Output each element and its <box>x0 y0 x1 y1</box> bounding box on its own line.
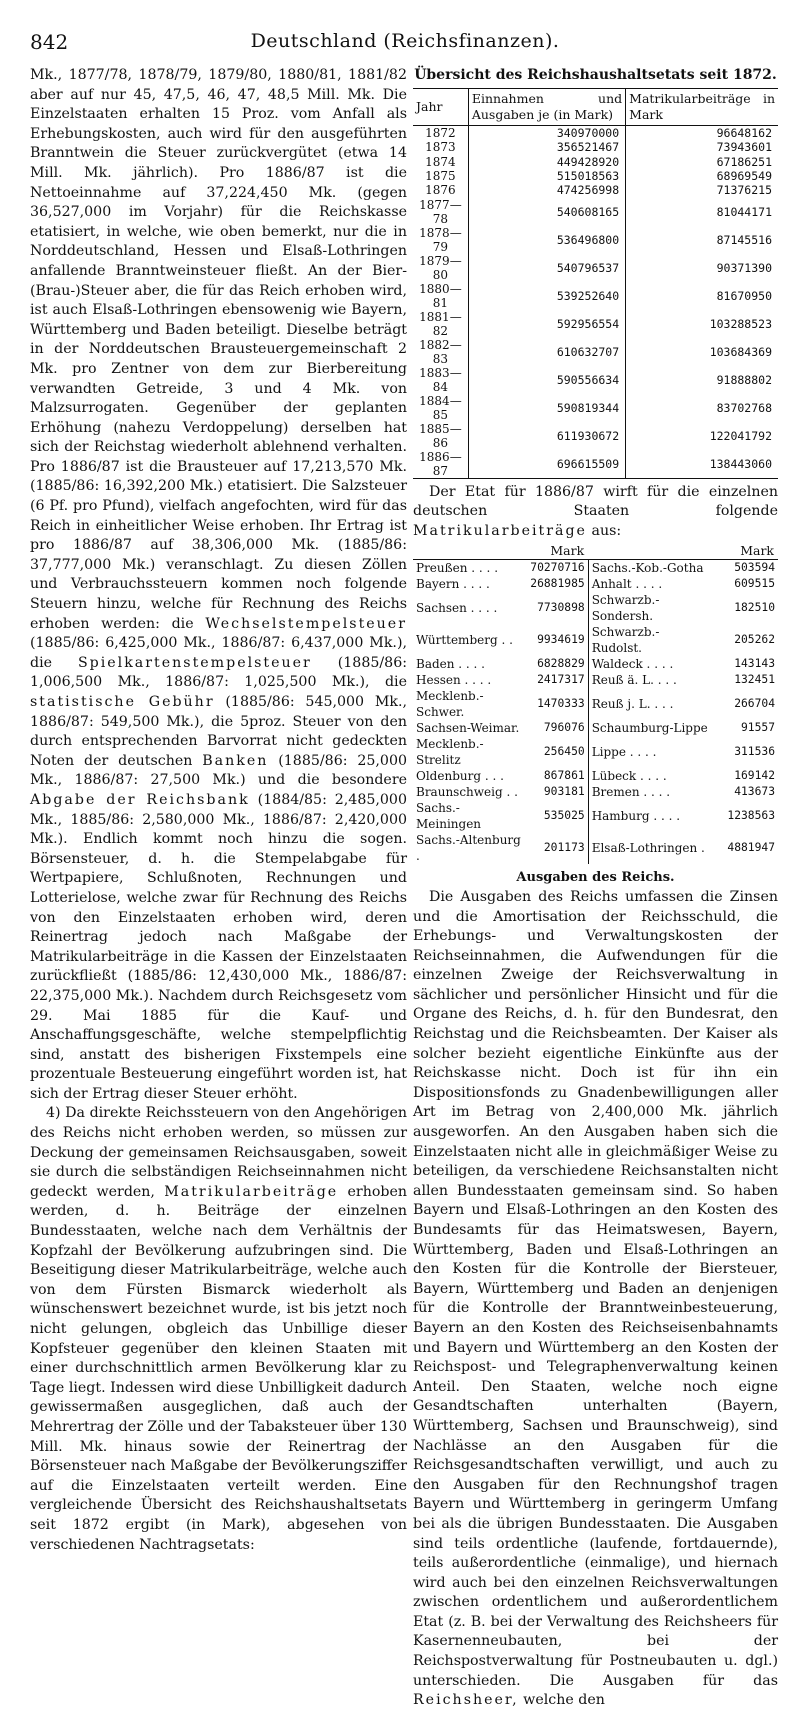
budget-table-body <box>413 125 778 478</box>
paragraph-ausgaben: Die Ausgaben des Reichs umfassen die Zinsen und die Amortisation der Reichsschuld, die Erhebungs- und Verwaltungskosten der Reichseinnahmen, die Aufwendungen für die einzelnen Zweige der Reichsverwaltung in sächlicher und persönlicher Hinsicht und für die Organe des Reichs, d. h. für den Bundesrat, den Reichstag und die Reichsbeamten. Der Kaiser als solcher bezieht eigentliche Einkünfte aus der Reichskasse nicht. Doch ist für ihn ein Dispositionsfonds zu Gnadenbewilligungen aller Art im Betrag von 2,400,000 Mk. jährlich ausgeworfen. An den Ausgaben haben sich die Einzelstaaten nicht alle in gleichmäßiger Weise zu beteiligen, da verschiedene Reichsanstalten nicht allen Bundesstaaten gemeinsam sind. So haben Bayern und Elsaß-Lothringen an den Kosten des Bundesamts für das Heimatswesen, Bayern, Württemberg, Baden und Elsaß-Lothringen an den Kosten für die Kontrolle der Biersteuer, Bayern, Württemberg und Baden an denjenigen für die Kontrolle der Branntweinbesteuerung, Bayern an den Kosten des Reichseisenbahnamts und Bayern und Württemberg an den Kosten der Reichspost- und Telegraphenverwaltung keinen Anteil. Den Staaten, welche noch eigne Gesandtschaften unterhalten (Bayern, Württemberg, Sachsen und Braunschweig), sind Nachlässe an den Ausgaben für die Reichsgesandtschaften verwilligt, und auch zu den Ausgaben für den Rechnungshof tragen Bayern und Württemberg in geringerm Umfang bei als die übrigen Bundesstaaten. Die Ausgaben sind teils ordentliche (laufende, fortdauernde), teils außerordentliche (einmalige), und hiernach wird auch bei den einzelnen Reichsverwaltungen zwischen ordentlichem und außerordentlichem Etat (z. B. bei der Verwaltung des Reichsheers für Kasernenneubauten, bei der Reichspostverwaltung für Postneubauten u. dgl.) unterschieden. Die Ausgaben für das Reichsheer, welche den <box>413 888 778 1709</box>
state-amount-cell: 169142 <box>734 769 775 783</box>
table-row <box>413 140 778 154</box>
state-name-cell: Bayern . . . . <box>416 577 490 592</box>
page-header <box>30 30 780 64</box>
matrikular-cell: 83702768 <box>626 394 778 422</box>
year-cell: 1873 <box>425 140 456 155</box>
year-cell: 1875 <box>425 168 456 183</box>
year-cell: 1881—82 <box>419 309 462 338</box>
state-amount-cell: 91557 <box>740 721 775 735</box>
state-name-cell: Lübeck . . . . <box>591 769 667 784</box>
state-amount-cell: 535025 <box>526 800 588 832</box>
state-amount-cell: 6828829 <box>526 656 588 672</box>
state-amount-cell: 143143 <box>734 657 775 671</box>
table-row <box>413 125 778 140</box>
col-header-year: Jahr <box>413 88 468 125</box>
paragraph-taxes: Mk., 1877/78, 1878/79, 1879/80, 1880/81, 1881/82 aber auf nur 45, 47,5, 46, 47, 48,5 Mill. Mk. Die Einzelstaaten erhalten 15 Proz. vom Anfall als Erhebungskosten, auch wird für den ausgeführten Branntwein die Steuer zurückvergütet (etwa 14 Mill. Mk. jährlich). Pro 1886/87 ist die Nettoeinnahme auf 37,224,450 Mk. (gegen 36,527,000 im Vorjahr) für die Reichskasse etatisiert, in welche, wie oben bemerkt, nur die in Norddeutschland, Hessen und Elsaß-Lothringen anfallende Branntweinsteuer fließt. An der Bier-(Brau-)Steuer aber, die für das Reich erhoben wird, ist auch Elsaß-Lothringen ebensowenig wie Bayern, Württemberg und Baden beteiligt. Dieselbe beträgt in der Norddeutschen Brausteuergemeinschaft 2 Mk. pro Zentner von dem zur Bierbereitung verwandten Getreide, 3 und 4 Mk. von Malzsurrogaten. Gegenüber der geplanten Erhöhung (nahezu Verdoppelung) derselben hat sich der Reichstag wiederholt ablehnend verhalten. Pro 1886/87 ist die Brausteuer auf 17,213,570 Mk. (1885/86: 16,392,200 Mk.) etatisiert. Die Salzsteuer (6 Pf. pro Pfund), vielfach angefochten, wird für das Reich in einheitlicher Weise erhoben. Ihr Ertrag ist pro 1886/87 auf 38,306,000 Mk. (1885/86: 37,777,000 Mk.) veranschlagt. Zu diesen Zöllen und Verbrauchssteuern kommen noch folgende Steuern hinzu, welche für Rechnung des Reichs erhoben werden: die Wechselstempelsteuer (1885/86: 6,425,000 Mk., 1886/87: 6,437,000 Mk.), die Spielkartenstempelsteuer (1885/86: 1,006,500 Mk., 1886/87: 1,025,500 Mk.), die statistische Gebühr (1885/86: 545,000 Mk., 1886/87: 549,500 Mk.), die 5proz. Steuer von den durch entsprechenden Barvorrat nicht gedeckten Noten der deutschen Banken (1885/86: 25,000 Mk., 1886/87: 27,500 Mk.) und die besondere Abgabe der Reichsbank (1884/85: 2,485,000 Mk., 1885/86: 2,580,000 Mk., 1886/87: 2,420,000 Mk.). Endlich kommt noch hinzu die sogen. Börsensteuer, d. h. die Stempelabgabe für Wertpapiere, Schlußnoten, Rechnungen und Lotterielose, welche zwar für Rechnung des Reichs von den Einzelstaaten erhoben wird, deren Reinertrag jedoch nach Maßgabe der Matrikularbeiträge in die Kassen der Einzelstaaten zurückfließt (1885/86: 12,430,000 Mk., 1886/87: 22,375,000 Mk.). Nachdem durch Reichsgesetz vom 29. Mai 1885 für die Kauf- und Anschaffungsgeschäfte, welche stempelpflichtig sind, anstatt des bisherigen Fixstempels eine prozentuale Besteuerung eingeführt worden ist, hat sich der Ertrag dieser Steuer erhöht. <box>30 67 408 1102</box>
table-row <box>413 720 778 736</box>
income-cell: 590819344 <box>468 394 625 422</box>
matrikular-cell: 68969549 <box>626 169 778 183</box>
state-name-cell: Mecklenb.-Strelitz <box>416 737 484 768</box>
left-column <box>30 66 407 1555</box>
matrikular-cell: 138443060 <box>626 450 778 479</box>
state-amount-cell: 266704 <box>734 697 775 711</box>
matrikular-cell: 81044171 <box>626 198 778 226</box>
year-cell: 1876 <box>425 183 456 198</box>
matrikular-cell: 91888802 <box>626 366 778 394</box>
income-cell: 696615509 <box>468 450 625 479</box>
state-name-cell: Sachs.-Altenburg . <box>416 833 521 864</box>
state-amount-cell: 903181 <box>526 784 588 800</box>
income-cell: 540796537 <box>468 254 625 282</box>
state-amount-cell: 311536 <box>734 745 775 759</box>
state-amount-cell: 182510 <box>734 601 775 615</box>
state-amount-cell: 205262 <box>734 633 775 647</box>
running-title: Deutschland (Reichsfinanzen). <box>250 30 560 52</box>
state-name-cell: Schaumburg-Lippe <box>591 721 708 736</box>
state-name-cell: Sachsen . . . . <box>416 601 498 616</box>
state-name-cell: Waldeck . . . . <box>591 657 674 672</box>
state-amount-cell: 796076 <box>526 720 588 736</box>
year-cell: 1882—83 <box>419 337 462 366</box>
table-row <box>413 736 778 768</box>
income-cell: 474256998 <box>468 183 625 197</box>
states-table <box>413 543 778 864</box>
income-cell: 449428920 <box>468 154 625 168</box>
income-cell: 592956554 <box>468 310 625 338</box>
state-name-cell: Württemberg . . <box>416 633 513 648</box>
state-name-cell: Lippe . . . . <box>591 745 657 760</box>
state-amount-cell: 256450 <box>526 736 588 768</box>
table-row <box>413 592 778 624</box>
state-amount-cell: 26881985 <box>526 576 588 592</box>
section-heading: Ausgaben des Reichs. <box>516 870 675 886</box>
state-name-cell: Reuß ä. L. . . . <box>591 673 677 688</box>
page-number: 842 <box>30 30 69 54</box>
state-name-cell: Sachs.-Meiningen <box>416 801 482 832</box>
year-cell: 1884—85 <box>419 393 462 422</box>
state-name-cell: Oldenburg . . . <box>416 769 504 784</box>
year-cell: 1885—86 <box>419 421 462 450</box>
state-amount-cell: 503594 <box>734 561 775 575</box>
table-row <box>413 800 778 832</box>
state-name-cell: Preußen . . . . <box>416 561 499 576</box>
right-column <box>413 66 778 1711</box>
income-cell: 610632707 <box>468 338 625 366</box>
state-amount-cell: 132451 <box>734 673 775 687</box>
state-name-cell: Baden . . . . <box>416 657 485 672</box>
matrikular-cell: 73943601 <box>626 140 778 154</box>
states-table-body <box>413 560 778 865</box>
col-header-matrikular: Matrikularbeiträge in Mark <box>626 88 778 125</box>
income-cell: 340970000 <box>468 125 625 140</box>
paragraph-etat-intro: Der Etat für 1886/87 wirft für die einzelnen deutschen Staaten folgende Matrikularbeiträge aus: <box>413 483 778 539</box>
table-row <box>413 624 778 656</box>
state-amount-cell: 70270716 <box>526 560 588 577</box>
state-name-cell: Hessen . . . . <box>416 673 492 688</box>
col-header-income: Einnahmen und Ausgaben je (in Mark) <box>468 88 625 125</box>
table-row <box>413 560 778 577</box>
state-amount-cell: 1470333 <box>526 688 588 720</box>
state-name-cell: Sachs.-Kob.-Gotha <box>591 561 704 576</box>
table-row <box>413 784 778 800</box>
states-header-mark-left: Mark <box>526 543 588 560</box>
income-cell: 540608165 <box>468 198 625 226</box>
state-name-cell: Anhalt . . . . <box>591 577 663 592</box>
year-cell: 1880—81 <box>419 281 462 310</box>
table-row <box>413 183 778 197</box>
year-cell: 1878—79 <box>419 225 462 254</box>
matrikular-cell: 122041792 <box>626 422 778 450</box>
table-row <box>413 198 778 226</box>
income-cell: 590556634 <box>468 366 625 394</box>
states-header-mark-right: Mark <box>712 543 778 560</box>
budget-table <box>413 88 778 479</box>
matrikular-cell: 71376215 <box>626 183 778 197</box>
year-cell: 1874 <box>425 154 456 169</box>
table-row <box>413 169 778 183</box>
state-name-cell: Elsaß-Lothringen . <box>591 841 705 856</box>
table-row <box>413 154 778 168</box>
state-amount-cell: 609515 <box>734 577 775 591</box>
table-row <box>413 672 778 688</box>
state-amount-cell: 413673 <box>734 785 775 799</box>
matrikular-cell: 90371390 <box>626 254 778 282</box>
state-name-cell: Braunschweig . . <box>416 785 518 800</box>
state-name-cell: Mecklenb.-Schwer. <box>416 689 484 720</box>
matrikular-cell: 103684369 <box>626 338 778 366</box>
state-amount-cell: 4881947 <box>727 841 775 855</box>
state-amount-cell: 9934619 <box>526 624 588 656</box>
income-cell: 515018563 <box>468 169 625 183</box>
income-cell: 536496800 <box>468 226 625 254</box>
state-amount-cell: 867861 <box>526 768 588 784</box>
table-row <box>413 254 778 282</box>
paragraph-matrikular: 4) Da direkte Reichssteuern von den Angehörigen des Reichs nicht erhoben werden, so müssen zur Deckung der gemeinsamen Reichsausgaben, soweit sie durch die selbständigen Reichseinnahmen nicht gedeckt werden, Matrikularbeiträge erhoben werden, d. h. Beiträge der einzelnen Bundesstaaten, welche nach dem Verhältnis der Kopfzahl der Bevölkerung aufzubringen sind. Die Beseitigung dieser Matrikularbeiträge, welche auch von dem Fürsten Bismarck wiederholt als wünschenswert bezeichnet wurde, ist bis jetzt noch nicht gelungen, obgleich das Unbillige dieser Kopfsteuer gegenüber den kleinen Staaten mit einer durchschnittlich armen Bevölkerung klar zu Tage liegt. Indessen wird diese Unbilligkeit dadurch gewissermaßen ausgeglichen, daß auch der Mehrertrag der Zölle und der Tabaksteuer über 130 Mill. Mk. hinaus sowie der Reinertrag der Börsensteuer nach Maßgabe der Bevölkerungsziffer auf die Einzelstaaten verteilt werden. Eine vergleichende Übersicht des Reichshaushaltsetats seit 1872 ergibt (in Mark), abgesehen von verschiedenen Nachtragsetats: <box>30 1105 407 1553</box>
state-name-cell: Hamburg . . . . <box>591 809 681 824</box>
table-row <box>413 656 778 672</box>
state-amount-cell: 7730898 <box>526 592 588 624</box>
income-cell: 539252640 <box>468 282 625 310</box>
table-row <box>413 422 778 450</box>
state-name-cell: Sachsen-Weimar. <box>416 721 520 736</box>
matrikular-cell: 96648162 <box>626 125 778 140</box>
table-row <box>413 226 778 254</box>
state-name-cell: Reuß j. L. . . . <box>591 697 674 712</box>
matrikular-cell: 87145516 <box>626 226 778 254</box>
year-cell: 1879—80 <box>419 253 462 282</box>
year-cell: 1886—87 <box>419 449 462 478</box>
state-amount-cell: 1238563 <box>727 809 775 823</box>
table-row <box>413 450 778 479</box>
table-title: Übersicht des Reichshaushaltsetats seit 1872. <box>414 67 777 83</box>
table-row <box>413 576 778 592</box>
matrikular-cell: 81670950 <box>626 282 778 310</box>
table-row <box>413 394 778 422</box>
state-name-cell: Schwarzb.-Rudolst. <box>591 625 660 656</box>
year-cell: 1883—84 <box>419 365 462 394</box>
year-cell: 1872 <box>425 125 456 140</box>
matrikular-cell: 103288523 <box>626 310 778 338</box>
income-cell: 356521467 <box>468 140 625 154</box>
state-name-cell: Bremen . . . . <box>591 785 671 800</box>
table-row <box>413 338 778 366</box>
state-amount-cell: 2417317 <box>526 672 588 688</box>
table-row <box>413 768 778 784</box>
table-row <box>413 366 778 394</box>
table-row <box>413 832 778 864</box>
state-name-cell: Schwarzb.-Sondersh. <box>591 593 660 624</box>
table-row <box>413 282 778 310</box>
matrikular-cell: 67186251 <box>626 154 778 168</box>
state-amount-cell: 201173 <box>526 832 588 864</box>
year-cell: 1877—78 <box>419 197 462 226</box>
table-row <box>413 310 778 338</box>
income-cell: 611930672 <box>468 422 625 450</box>
table-row <box>413 688 778 720</box>
